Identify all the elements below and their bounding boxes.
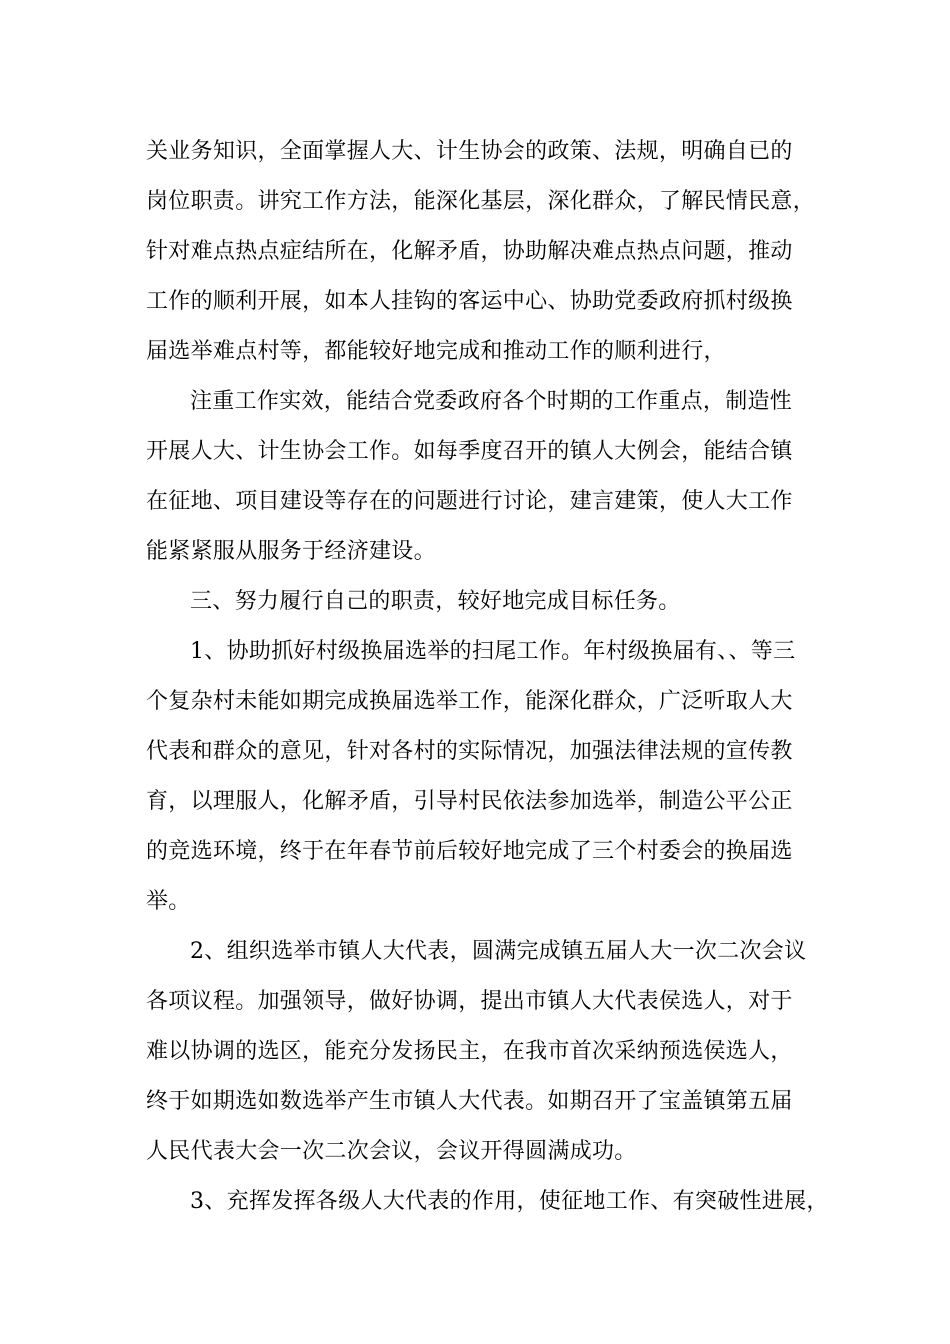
- text-line: 岗位职责。讲究工作方法，能深化基层，深化群众，了解民情民意，: [146, 189, 816, 214]
- text-line: 的竞选环境，终于在年春节前后较好地完成了三个村委会的换届选: [146, 839, 793, 864]
- text-line: 针对难点热点症结所在，化解矛盾，协助解决难点热点问题，推动: [146, 239, 793, 264]
- text-line: 各项议程。加强领导，做好协调，提出市镇人大代表侯选人，对于: [146, 989, 793, 1014]
- text-line: 在征地、项目建设等存在的问题进行讨论，建言建策，使人大工作: [146, 489, 793, 514]
- text-line: 人民代表大会一次二次会议，会议开得圆满成功。: [146, 1139, 637, 1164]
- text-line: 1、协助抓好村级换届选举的扫尾工作。年村级换届有、、等三: [190, 639, 796, 664]
- text-line: 开展人大、计生协会工作。如每季度召开的镇人大例会，能结合镇: [146, 439, 793, 464]
- text-line: 举。: [146, 889, 191, 914]
- text-line: 难以协调的选区，能充分发扬民主，在我市首次采纳预选侯选人，: [146, 1039, 793, 1064]
- text-line: 工作的顺利开展，如本人挂钩的客运中心、协助党委政府抓村级换: [146, 289, 793, 314]
- text-line: 2、组织选举市镇人大代表，圆满完成镇五届人大一次二次会议: [190, 939, 807, 964]
- text-line: 届选举难点村等，都能较好地完成和推动工作的顺利进行，: [146, 339, 726, 364]
- text-line: 能紧紧服从服务于经济建设。: [146, 539, 436, 564]
- text-line: 3、充挥发挥各级人大代表的作用，使征地工作、有突破性进展，: [190, 1189, 829, 1214]
- text-line: 关业务知识，全面掌握人大、计生协会的政策、法规，明确自已的: [146, 139, 793, 164]
- text-line: 终于如期选如数选举产生市镇人大代表。如期召开了宝盖镇第五届: [146, 1089, 793, 1114]
- document-body: [146, 127, 836, 1227]
- text-line: 育，以理服人，化解矛盾，引导村民依法参加选举，制造公平公正: [146, 789, 793, 814]
- text-line: 个复杂村未能如期完成换届选举工作，能深化群众，广泛听取人大: [146, 689, 793, 714]
- text-line: 注重工作实效，能结合党委政府各个时期的工作重点，制造性: [190, 389, 793, 414]
- text-line: 代表和群众的意见，针对各村的实际情况，加强法律法规的宣传教: [146, 739, 793, 764]
- section-heading: 三、努力履行自己的职责，较好地完成目标任务。: [190, 589, 681, 614]
